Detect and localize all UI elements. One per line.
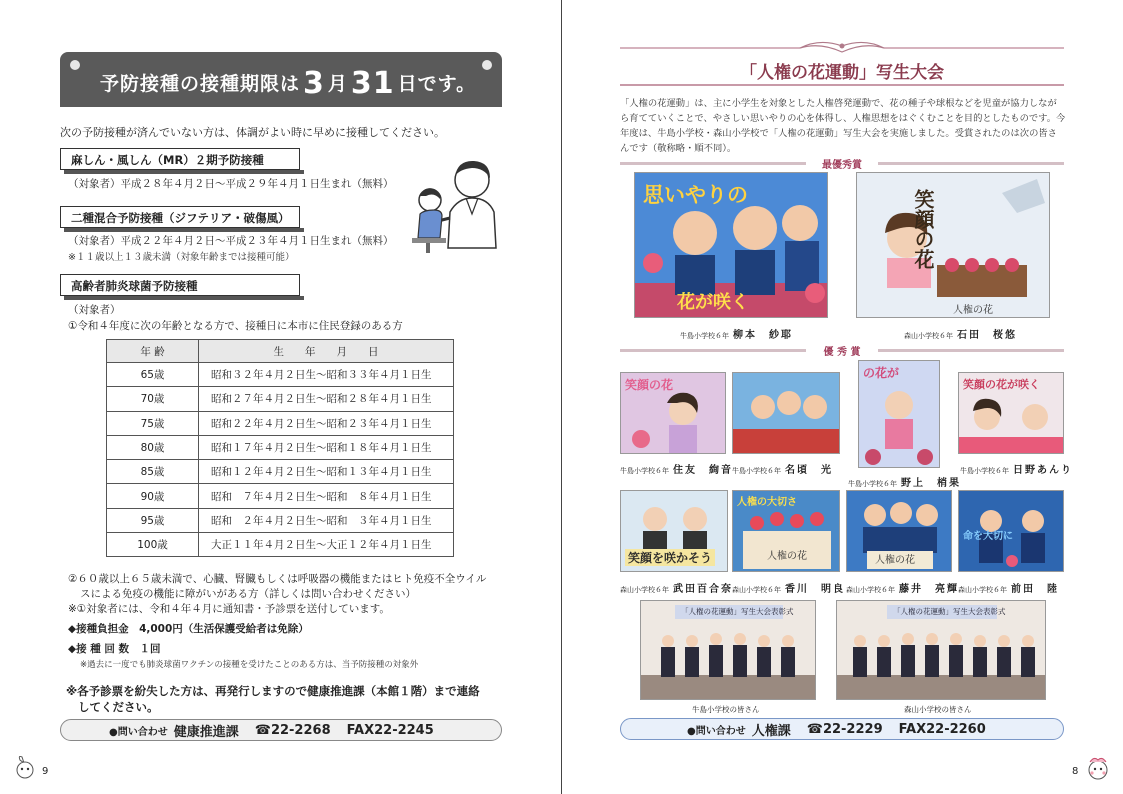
- contact-bar-human-rights: [620, 718, 1064, 740]
- birthdate-cell: 昭和 ２年４月２日生〜昭和 ３年４月１日生: [199, 508, 454, 532]
- section-mr: 麻しん・風しん（MR）２期予防接種: [60, 148, 300, 170]
- age-cell: 90歳: [107, 484, 199, 508]
- age-cell: 75歳: [107, 411, 199, 435]
- pneumo-item1: ①令和４年度に次の年齢となる方で、接種日に本市に住民登録のある方: [68, 320, 403, 332]
- birthdate-cell: 昭和１２年４月２日生〜昭和１３年４月１日生: [199, 460, 454, 484]
- birthdate-cell: 大正１１年４月２日生〜大正１２年４月１日生: [199, 533, 454, 557]
- caption-school: 森山小学校６年: [846, 586, 895, 594]
- photo-banner-text: 「人権の花運動」写生大会表彰式: [893, 607, 1006, 616]
- title-m: 月: [327, 73, 348, 95]
- page-left: [0, 0, 561, 794]
- painting-text: 花が咲く: [677, 292, 749, 313]
- dt-target: （対象者）平成２２年４月２日〜平成２３年４月１日生まれ（無料）: [68, 235, 394, 247]
- page-number-left: 9: [42, 766, 49, 777]
- intro-text: 次の予防接種が済んでいない方は、体調がよい時に早めに接種してください。: [60, 126, 445, 139]
- caption-school: 森山小学校６年: [904, 332, 953, 340]
- section-pneumococcal: 高齢者肺炎球菌予防接種: [60, 274, 300, 296]
- pneumo-target: （対象者）: [68, 304, 121, 316]
- table-row: [107, 435, 454, 459]
- painting-top-1: [634, 172, 828, 318]
- age-cell: 100歳: [107, 533, 199, 557]
- contact-tel[interactable]: ☎22-2229: [806, 721, 883, 737]
- birthdate-cell: 昭和２２年４月２日生〜昭和２３年４月１日生: [199, 411, 454, 435]
- caption-school: 牛島小学校６年: [680, 332, 729, 340]
- birthdate-cell: 昭和１７年４月２日生〜昭和１８年４月１日生: [199, 435, 454, 459]
- painting-excellent-2: [732, 372, 840, 454]
- contest-title: 「人権の花運動」写生大会: [740, 63, 944, 83]
- caption-excellent-6: [732, 580, 845, 595]
- caption-name: 前田 陸: [1011, 584, 1059, 595]
- age-table: [106, 339, 454, 557]
- table-row: [107, 460, 454, 484]
- caption-school: 森山小学校６年: [958, 586, 1007, 594]
- title-underline: [620, 84, 1064, 86]
- title-day: 31: [350, 66, 395, 101]
- pneumo-item2-line2: スによる免疫の機能に障がいがある方（詳しくは問い合わせください）: [80, 588, 416, 600]
- painting-excellent-6: [732, 490, 840, 572]
- painting-text: 笑顔を咲かそう: [625, 549, 715, 566]
- reissue-note-line2: してください。: [78, 700, 159, 714]
- table-row: [107, 508, 454, 532]
- title-month: 3: [303, 66, 325, 101]
- caption-top-2: [904, 326, 1017, 341]
- photo-banner-text: 「人権の花運動」写生大会表彰式: [681, 607, 794, 616]
- ornament-divider: [620, 38, 1064, 54]
- mascot-icon: [12, 756, 38, 780]
- age-cell: 95歳: [107, 508, 199, 532]
- caption-excellent-4: [960, 461, 1073, 476]
- caption-excellent-3: [848, 474, 961, 489]
- title-post: 日です。: [397, 73, 477, 95]
- title-pre: 予防接種の接種期限は: [100, 73, 301, 95]
- painting-text: 人権の花: [767, 551, 807, 562]
- age-cell: 85歳: [107, 460, 199, 484]
- contest-body: 「人権の花運動」は、主に小学生を対象とした人権啓発運動で、花の種子や球根などを児童が協力しながら育てていくことで、やさしい思いやりの心を体得し、人権思想をはぐくむことを目的としたものです。今年度は、牛島小学校・森山小学校で「人権の花運動」写生大会を実施しました。受賞されたのは次の皆さんです（敬称略・順不同）。: [620, 98, 1066, 154]
- pneumo-fee: ◆接種負担金 4,000円（生活保護受給者は免除）: [68, 623, 309, 635]
- birthdate-cell: 昭和３２年４月２日生〜昭和３３年４月１日生: [199, 363, 454, 387]
- contact-label: ●問い合わせ: [109, 726, 168, 738]
- caption-name: 柳本 紗耶: [733, 330, 793, 341]
- group-photo-moriyama: [836, 600, 1046, 700]
- banner-dot: [482, 60, 492, 70]
- dt-note: ※１１歳以上１３歳未満（対象年齢までは接種可能）: [68, 252, 295, 263]
- caption-name: 武田百合奈: [673, 584, 733, 595]
- painting-excellent-8: [958, 490, 1064, 572]
- painting-excellent-4: [958, 372, 1064, 454]
- contact-fax: FAX22-2260: [898, 721, 986, 737]
- pneumo-count: ◆接 種 回 数 １回: [68, 643, 161, 655]
- reissue-note-line1: ※各予診票を紛失した方は、再発行しますので健康推進課（本館１階）まで連絡: [66, 684, 480, 698]
- table-row: [107, 411, 454, 435]
- painting-text: 笑顔の花が咲く: [963, 378, 1040, 391]
- birthdate-cell: 昭和２７年４月２日生〜昭和２８年４月１日生: [199, 387, 454, 411]
- table-row: [107, 387, 454, 411]
- header-age: 年 齢: [107, 340, 199, 363]
- table-row: [107, 363, 454, 387]
- title-banner: [60, 52, 502, 107]
- mascot-icon: [1084, 754, 1112, 782]
- painting-text: 思いやりの: [643, 183, 748, 207]
- caption-name: 名頃 光: [785, 465, 833, 476]
- age-cell: 80歳: [107, 435, 199, 459]
- caption-school: 牛島小学校６年: [620, 467, 669, 475]
- contact-dept: 健康推進課: [173, 724, 239, 740]
- contact-bar-health: [60, 719, 502, 741]
- contact-tel[interactable]: ☎22-2268: [254, 722, 331, 738]
- contact-fax: FAX22-2245: [346, 722, 434, 738]
- birthdate-cell: 昭和 ７年４月２日生〜昭和 ８年４月１日生: [199, 484, 454, 508]
- caption-name: 日野あんり: [1013, 465, 1073, 476]
- page-title: [100, 66, 476, 101]
- award-top: [620, 157, 1064, 169]
- award-top-label: 最優秀賞: [822, 160, 862, 171]
- caption-name: 香川 明良: [785, 584, 845, 595]
- vaccination-illustration: [408, 152, 504, 256]
- painting-text: 人権の花: [875, 555, 915, 566]
- age-cell: 70歳: [107, 387, 199, 411]
- painting-top-2: [856, 172, 1050, 318]
- header-birthdate: 生 年 月 日: [199, 340, 454, 363]
- caption-top-1: [680, 326, 793, 341]
- award-excellent-label: 優 秀 賞: [823, 347, 861, 358]
- caption-excellent-1: [620, 461, 733, 476]
- section-dt: 二種混合予防接種（ジフテリア・破傷風）: [60, 206, 300, 228]
- caption-school: 森山小学校６年: [732, 586, 781, 594]
- painting-text: 笑顔の花: [625, 378, 674, 392]
- caption-name: 住友 絢音: [673, 465, 733, 476]
- table-row: [107, 484, 454, 508]
- group-caption-moriyama: 森山小学校の皆さん: [904, 705, 972, 714]
- painting-text: 笑顔の花: [911, 189, 935, 269]
- pneumo-count-note: ※過去に一度でも肺炎球菌ワクチンの接種を受けたことのある方は、当予防接種の対象外: [80, 660, 419, 670]
- caption-school: 牛島小学校６年: [960, 467, 1009, 475]
- page-right: [562, 0, 1123, 794]
- group-caption-ushijima: 牛島小学校の皆さん: [692, 705, 760, 714]
- caption-excellent-2: [732, 461, 833, 476]
- banner-dot: [70, 60, 80, 70]
- contact-dept: 人権課: [751, 723, 791, 739]
- award-excellent: [620, 344, 1064, 356]
- caption-name: 石田 桜悠: [957, 330, 1017, 341]
- contact-label: ●問い合わせ: [687, 725, 746, 737]
- caption-school: 牛島小学校６年: [732, 467, 781, 475]
- mr-target: （対象者）平成２８年４月２日〜平成２９年４月１日生まれ（無料）: [68, 178, 394, 190]
- caption-excellent-5: [620, 580, 733, 595]
- painting-excellent-7: [846, 490, 952, 572]
- caption-name: 藤井 亮輝: [899, 584, 959, 595]
- painting-text: の花が: [863, 366, 900, 380]
- pneumo-notice: ※①対象者には、令和４年４月に通知書・予診票を送付しています。: [68, 603, 390, 615]
- group-photo-ushijima: [640, 600, 816, 700]
- age-cell: 65歳: [107, 363, 199, 387]
- caption-school: 牛島小学校６年: [848, 480, 897, 488]
- caption-excellent-7: [846, 580, 959, 595]
- painting-excellent-5: [620, 490, 728, 572]
- painting-excellent-3: [858, 360, 940, 468]
- caption-school: 森山小学校６年: [620, 586, 669, 594]
- pneumo-item2-line1: ②６０歳以上６５歳未満で、心臓、腎臓もしくは呼吸器の機能またはヒト免疫不全ウイル: [68, 573, 487, 585]
- painting-text: 命を大切に: [963, 531, 1013, 542]
- page-number-right: 8: [1072, 766, 1079, 777]
- painting-text: 人権の大切さ: [737, 497, 797, 508]
- painting-excellent-1: [620, 372, 726, 454]
- caption-name: 野上 梢果: [901, 478, 961, 489]
- caption-excellent-8: [958, 580, 1059, 595]
- table-row: [107, 533, 454, 557]
- painting-text: 人権の花: [953, 305, 993, 316]
- table-header-row: [107, 340, 454, 363]
